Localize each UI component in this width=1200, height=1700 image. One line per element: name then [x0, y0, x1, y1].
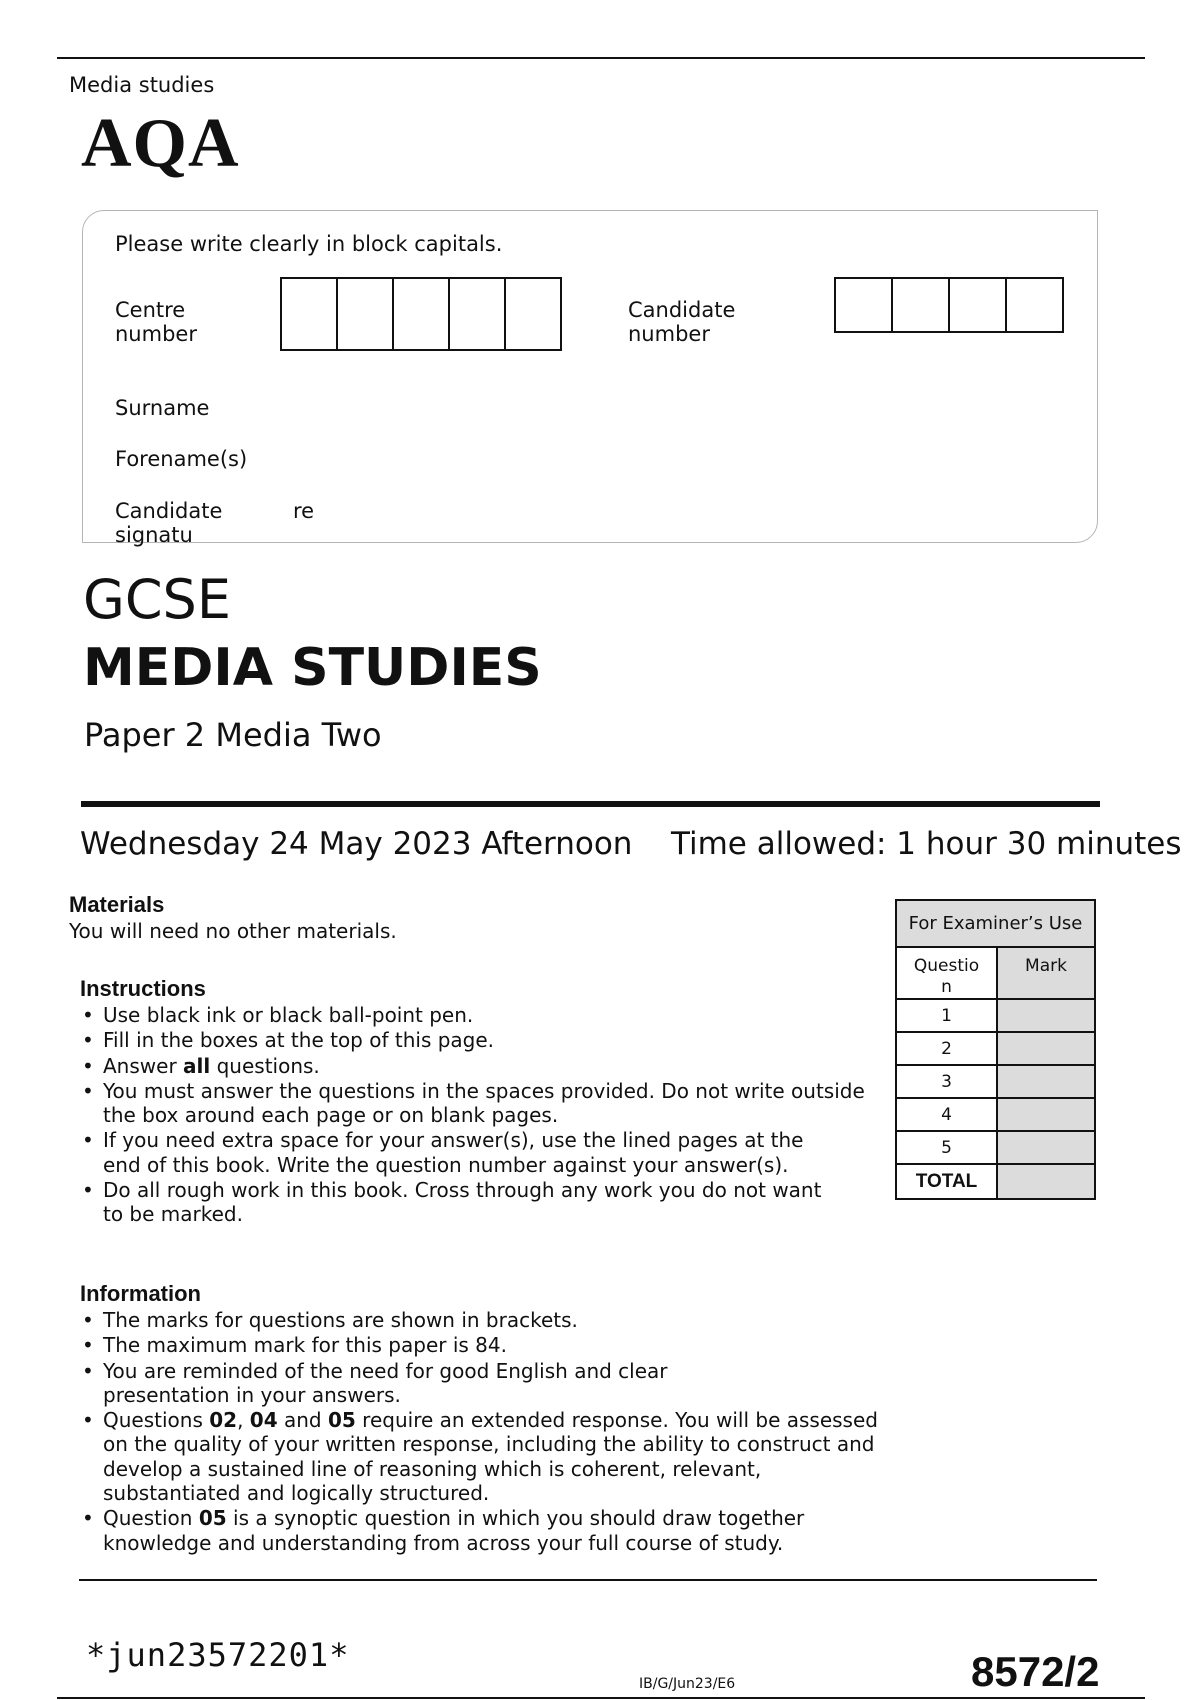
information-heading: Information — [80, 1281, 201, 1306]
instruction-item: • Do all rough work in this book. Cross through any work you do not want to be marked. — [80, 1178, 830, 1227]
centre-number-label: Centre number — [115, 298, 197, 346]
paper-code: 8572/2 — [971, 1648, 1100, 1695]
candidate-number-label: Candidate number — [628, 298, 736, 346]
mark-cell — [997, 1065, 1095, 1098]
question-number-cell: 2 — [896, 1032, 997, 1065]
surname-label: Surname — [115, 396, 210, 420]
centre-number-digit-box[interactable] — [448, 277, 506, 351]
instruction-item — [80, 1054, 880, 1078]
centre-number-digit-box[interactable] — [336, 277, 394, 351]
materials-text: You will need no other materials. — [69, 919, 397, 943]
total-label: TOTAL — [896, 1164, 997, 1199]
information-item — [80, 1506, 860, 1555]
total-mark-cell — [997, 1164, 1095, 1199]
information-text: , — [237, 1408, 250, 1433]
candidate-number-digit-box[interactable] — [1005, 277, 1064, 333]
title-divider — [81, 801, 1100, 807]
bottom-rule — [57, 1697, 1145, 1699]
instruction-item: • If you need extra space for your answer(s), use the lined pages at the end of this book. Write the question number against your answer(s). — [80, 1128, 810, 1177]
question-number-cell: 3 — [896, 1065, 997, 1098]
information-emphasis: 05 — [198, 1506, 227, 1531]
instruction-item: • Fill in the boxes at the top of this page. — [80, 1028, 880, 1052]
exam-date: Wednesday 24 May 2023 Afternoon — [80, 826, 633, 862]
information-item: • You are reminded of the need for good English and clear presentation in your answers. — [80, 1359, 740, 1408]
mark-cell — [997, 1131, 1095, 1164]
examiner-table-heading: For Examiner’s Use — [896, 900, 1095, 947]
centre-number-digit-box[interactable] — [280, 277, 338, 351]
information-text: require an extended response. You will be assessed on the quality of your written response, including the ability to construct and develop a sustained line of reasoning which is coherent, relevant, substantiated and logically structured. — [103, 1408, 878, 1506]
subject-small-label: Media studies — [69, 73, 215, 97]
time-allowed: Time allowed: 1 hour 30 minutes — [671, 826, 1182, 862]
instruction-item: • Use black ink or black ball-point pen. — [80, 1003, 880, 1027]
instruction-item: • You must answer the questions in the spaces provided. Do not write outside the box around each page or on blank pages. — [80, 1079, 870, 1128]
signature-label: Candidate signatu — [115, 499, 223, 547]
signature-label-suffix: re — [293, 499, 315, 523]
mark-cell — [997, 1098, 1095, 1131]
candidate-number-digit-box[interactable] — [834, 277, 893, 333]
information-list — [80, 1308, 900, 1556]
instruction-text: Answer — [103, 1053, 184, 1078]
instructions-list — [80, 1003, 880, 1228]
information-text: Question — [103, 1506, 199, 1531]
block-capitals-instruction: Please write clearly in block capitals. — [115, 232, 503, 256]
examiner-use-table — [895, 899, 1096, 1200]
centre-number-digit-box[interactable] — [392, 277, 450, 351]
instruction-text: questions. — [210, 1053, 320, 1078]
information-text: Questions — [103, 1408, 210, 1433]
footer-divider — [79, 1579, 1097, 1581]
question-number-cell: 4 — [896, 1098, 997, 1131]
qualification-title: GCSE — [83, 568, 231, 631]
mark-cell — [997, 999, 1095, 1032]
instructions-heading: Instructions — [80, 976, 206, 1001]
centre-number-digit-box[interactable] — [504, 277, 562, 351]
barcode-text: *jun23572201* — [86, 1636, 350, 1674]
candidate-number-boxes — [834, 277, 1064, 333]
paper-title: Paper 2 Media Two — [84, 716, 382, 754]
instruction-emphasis: all — [183, 1053, 211, 1078]
mark-cell — [997, 1032, 1095, 1065]
candidate-details-box — [82, 210, 1098, 543]
forename-label: Forename(s) — [115, 447, 248, 471]
reference-code: IB/G/Jun23/E6 — [639, 1676, 736, 1692]
centre-number-boxes — [280, 277, 562, 351]
information-emphasis: 05 — [327, 1408, 356, 1433]
mark-column-header: Mark — [997, 947, 1095, 999]
candidate-number-digit-box[interactable] — [891, 277, 950, 333]
candidate-number-digit-box[interactable] — [948, 277, 1007, 333]
question-number-cell: 5 — [896, 1131, 997, 1164]
information-item: • The maximum mark for this paper is 84. — [80, 1333, 900, 1357]
aqa-logo: AQA — [81, 105, 240, 182]
subject-title: MEDIA STUDIES — [83, 638, 542, 698]
information-item — [80, 1408, 900, 1505]
information-emphasis: 02 — [209, 1408, 238, 1433]
information-text: is a synoptic question in which you should draw together knowledge and understanding from across your full course of study. — [103, 1506, 805, 1555]
information-item: • The marks for questions are shown in brackets. — [80, 1308, 900, 1332]
information-text: and — [277, 1408, 328, 1433]
materials-heading: Materials — [69, 892, 165, 917]
question-number-cell: 1 — [896, 999, 997, 1032]
information-emphasis: 04 — [249, 1408, 278, 1433]
question-column-header: Questio n — [896, 947, 997, 999]
top-rule — [57, 57, 1145, 59]
